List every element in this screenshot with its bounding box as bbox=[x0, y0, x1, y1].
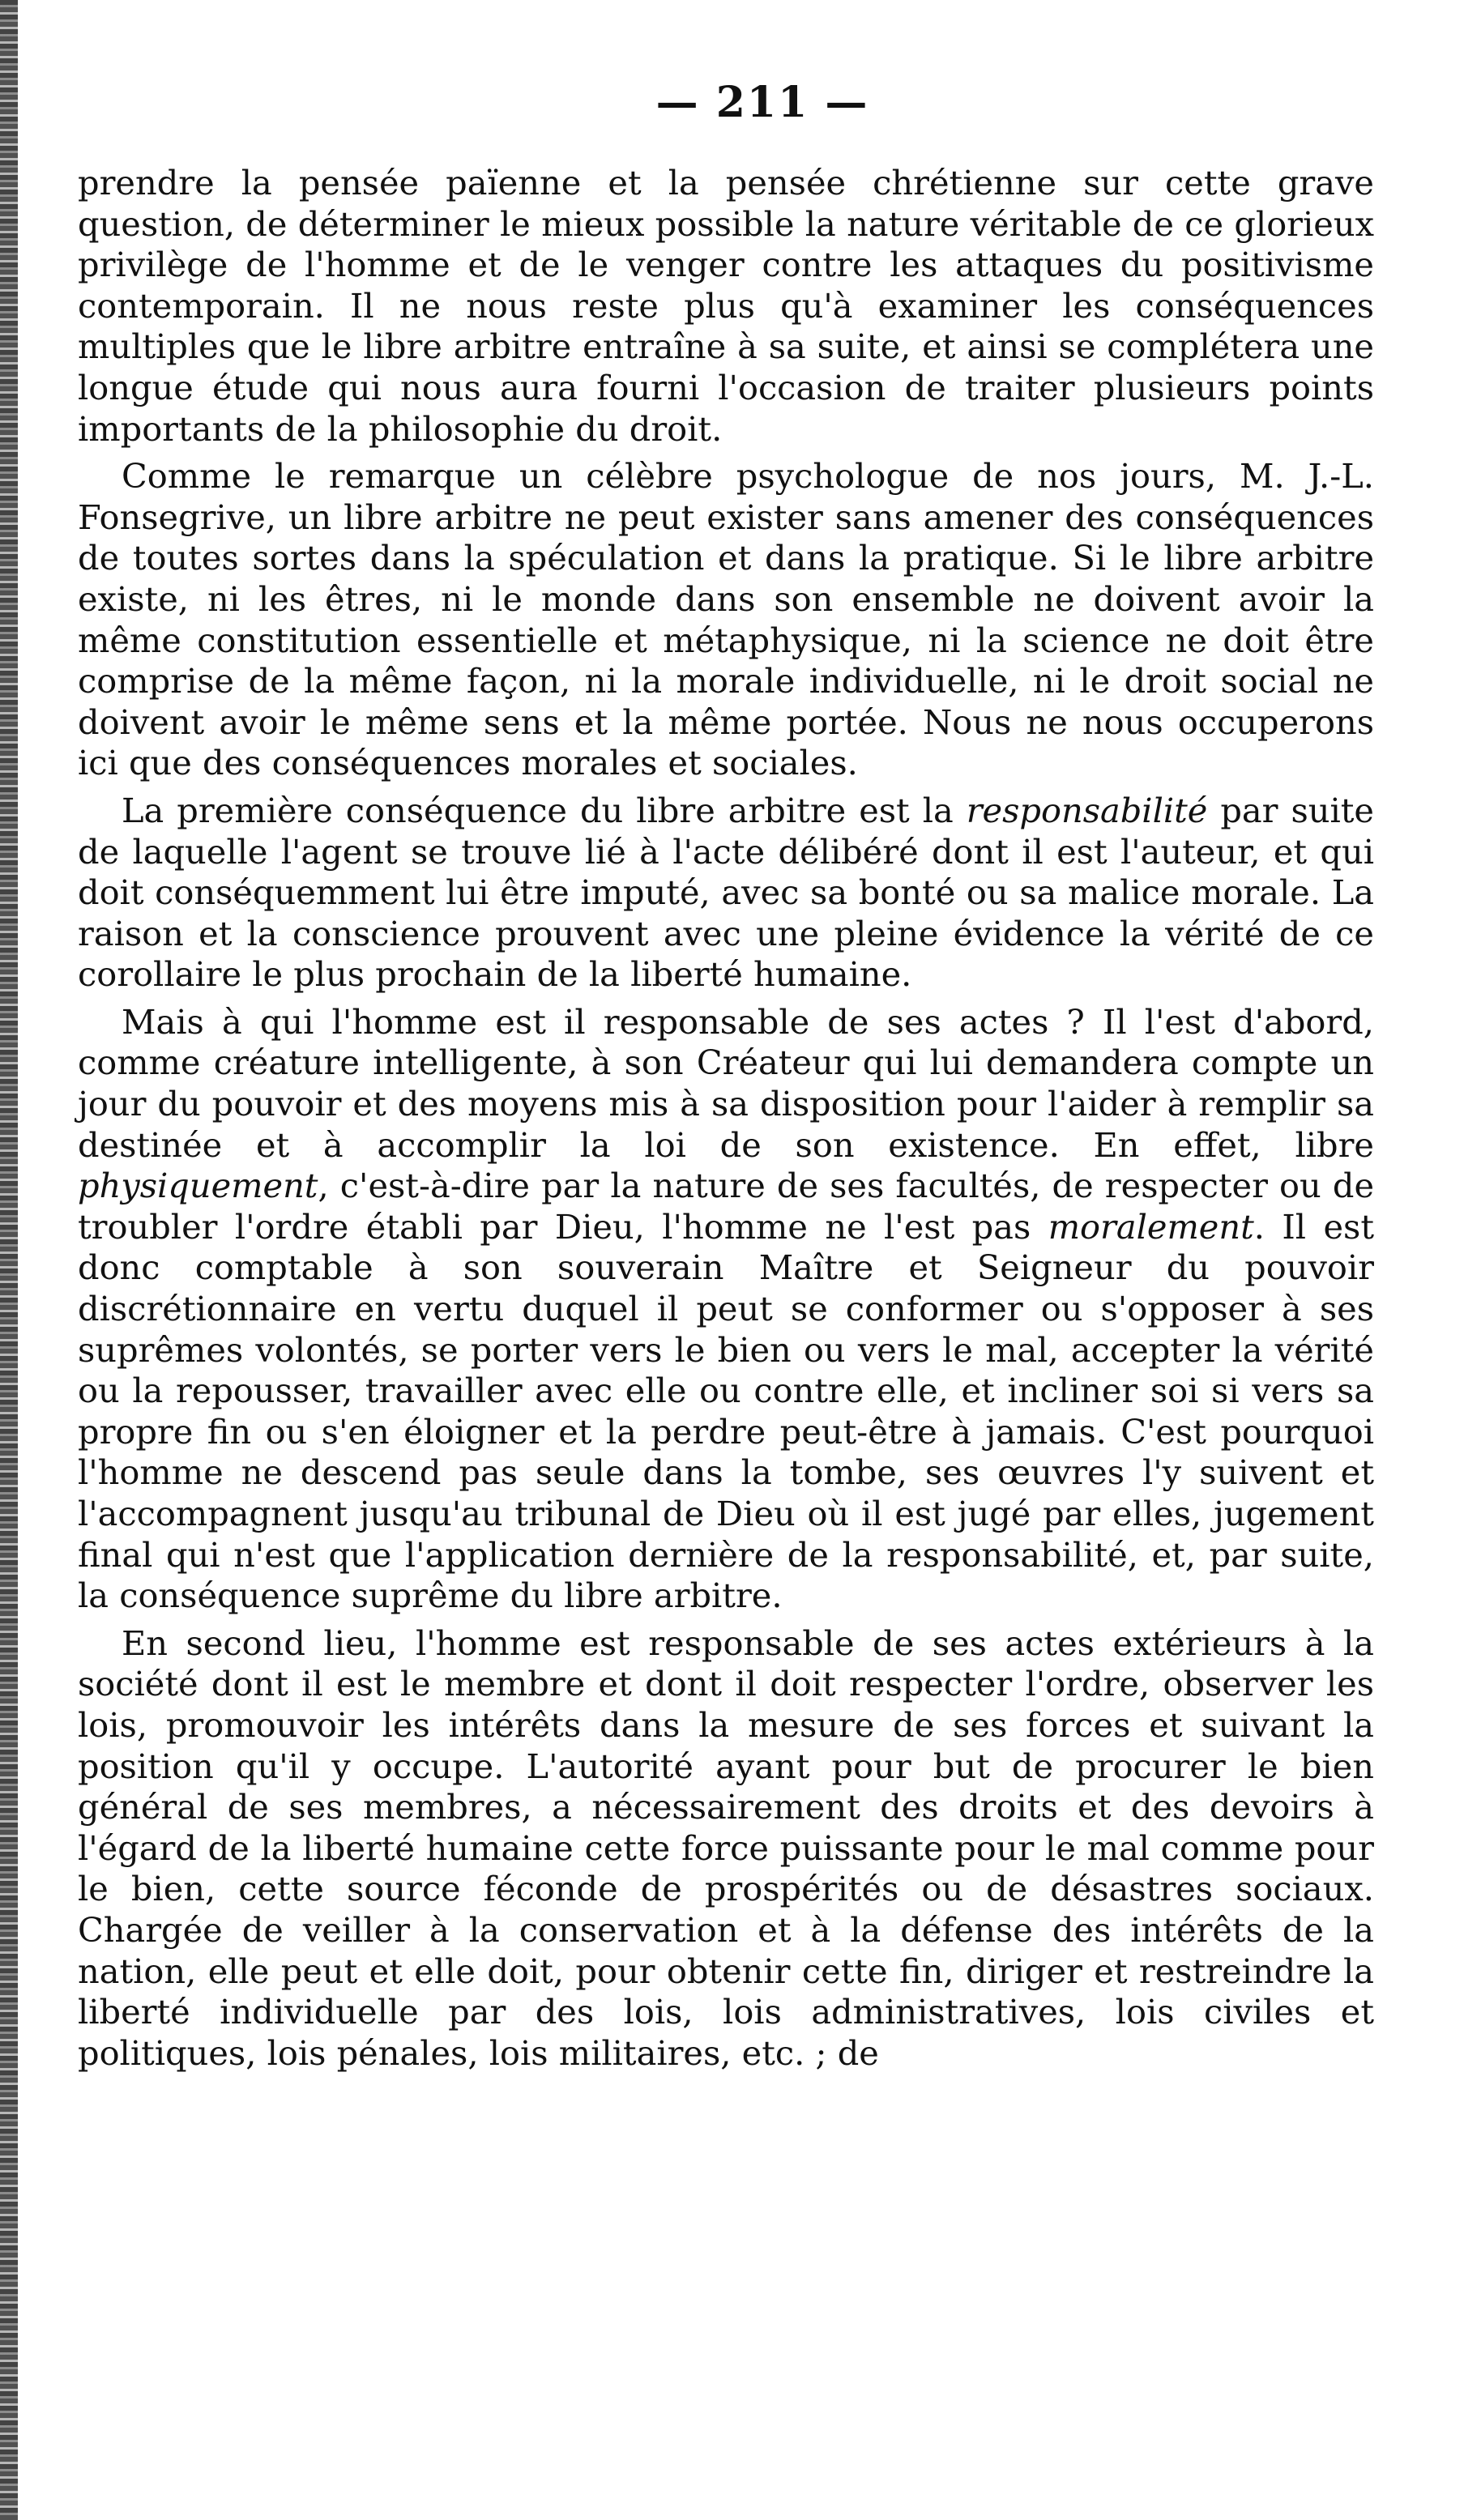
paragraph-4 bbox=[78, 1002, 1374, 1617]
paragraph-5: En second lieu, l'homme est responsable de ses actes extérieurs à la société dont il est le membre et dont il doit respecter l'ordre, observer les lois, promouvoir les intérêts dans la mesure de ses forces et suivant la position qu'il y occupe. L'autorité ayant pour but de procurer le bien général de ses membres, a nécessairement des droits et des devoirs à l'égard de la liberté humaine cette force puissante pour le mal comme pour le bien, cette source féconde de prospérités ou de désastres sociaux. Chargée de veiller à la conservation et à la défense des intérêts de la nation, elle peut et elle doit, pour obtenir cette fin, diriger et restreindre la liberté individuelle par des lois, lois administratives, lois civiles et politiques, lois pénales, lois militaires, etc. ; de bbox=[78, 1622, 1374, 2073]
paragraph-3 bbox=[78, 791, 1374, 996]
paragraph-4-text-a: Mais à qui l'homme est il responsable de ses actes ? Il l'est d'abord, comme créature intelligente, à son Créateur qui lui demandera compte un jour du pouvoir et des moyens mis à sa disposition pour l'aider à remplir sa destinée et à accomplir la loi de son existence. En effet, libre bbox=[78, 1001, 1374, 1165]
paragraph-4-italic-1: physiquement bbox=[78, 1166, 318, 1206]
paragraph-3-text-b: par suite de laquelle l'agent se trouve lié à l'acte délibéré dont il est l'auteur, et qui doit conséquemment lui être imputé, avec sa bonté ou sa malice morale. La raison et la conscience prouvent avec une pleine évidence la vérité de ce corollaire le plus prochain de la liberté humaine. bbox=[78, 790, 1374, 995]
page-number: — 211 — bbox=[655, 78, 869, 127]
paragraph-3-italic: responsabilité bbox=[966, 790, 1208, 830]
paragraph-3-text-a: La première conséquence du libre arbitre est la bbox=[122, 790, 967, 830]
scanned-binding-edge bbox=[0, 0, 18, 2520]
paragraph-4-italic-2: moralement bbox=[1048, 1206, 1254, 1247]
paragraph-4-text-b: , c'est-à-dire par la nature de ses facultés, de respecter ou de troubler l'ordre établi par Dieu, l'homme ne l'est pas bbox=[78, 1166, 1374, 1247]
paragraph-4-text-c: . Il est donc comptable à son souverain Maître et Seigneur du pouvoir discrétionnaire en vertu duquel il peut se conformer ou s'opposer à ses suprêmes volontés, se porter vers le bien ou vers le mal, accepter la vérité ou la repousser, travailler avec elle ou contre elle, et incliner soi si vers sa propre fin ou s'en éloigner et la perdre peut-être à jamais. C'est pourquoi l'homme ne descend pas seule dans la tombe, ses œuvres l'y suivent et l'accompagnent jusqu'au tribunal de Dieu où il est jugé par elles, jugement final qui n'est que l'application dernière de la responsabilité, et, par suite, la conséquence suprême du libre arbitre. bbox=[78, 1206, 1375, 1616]
paragraph-1: prendre la pensée païenne et la pensée chrétienne sur cette grave question, de déterminer le mieux possible la nature véritable de ce glorieux privilège de l'homme et de le venger contre les attaques du positivisme contemporain. Il ne nous reste plus qu'à examiner les conséquences multiples que le libre arbitre entraîne à sa suite, et ainsi se complétera une longue étude qui nous aura fourni l'occasion de traiter plusieurs points importants de la philosophie du droit. bbox=[78, 163, 1374, 449]
paragraph-2: Comme le remarque un célèbre psychologue de nos jours, M. J.-L. Fonsegrive, un libre arbitre ne peut exister sans amener des conséquences de toutes sortes dans la spéculation et dans la pratique. Si le libre arbitre existe, ni les êtres, ni le monde dans son ensemble ne doivent avoir la même constitution essentielle et métaphysique, ni la science ne doit être comprise de la même façon, ni la morale individuelle, ni le droit social ne doivent avoir le même sens et la même portée. Nous ne nous occuperons ici que des conséquences morales et sociales. bbox=[78, 456, 1374, 783]
document-page bbox=[78, 78, 1374, 2074]
